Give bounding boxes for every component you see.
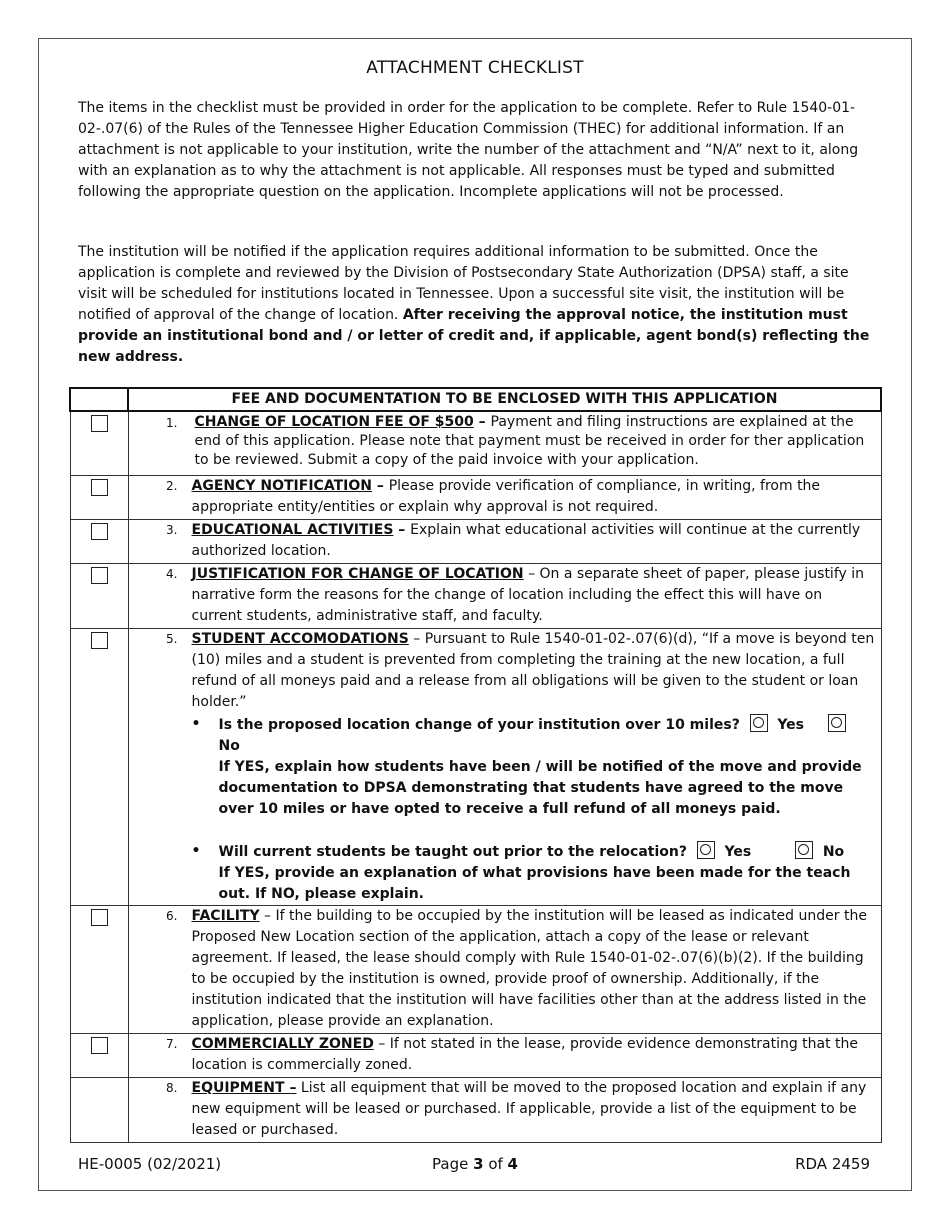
checklist-row: 7. COMMERCIALLY ZONED – If not stated in the lease, provide evidence demonstrating that the location is commercially zoned.: [70, 1034, 881, 1078]
checkbox-item-5[interactable]: [91, 632, 108, 649]
question-followup: If YES, explain how students have been / will be notified of the move and provide documentation to DPSA demonstrating that students have agreed to the move over 10 miles or have opted to receive a full refund of all moneys paid.: [218, 759, 862, 817]
radio-no-teach-out[interactable]: [795, 841, 813, 859]
checklist-row: [70, 1078, 881, 1143]
item-text: Please provide verification of compliance, in writing, from the appropriate entity/entities or explain why approval is not required.: [191, 478, 821, 515]
item-text: Pursuant to Rule 1540-01-02-.07(6)(d), “If a move is beyond ten (10) miles and a student is prevented from completing the training at the new location, a full refund of all moneys paid and a release from all obligations will be given to the student or loan holder.”: [191, 631, 875, 710]
item-number: 8.: [166, 1081, 178, 1095]
table-header-row: [70, 388, 881, 411]
question-text: Is the proposed location change of your institution over 10 miles?: [218, 717, 740, 733]
radio-label-no: No: [822, 844, 845, 860]
item-number: 5.: [166, 632, 178, 646]
item-heading: JUSTIFICATION FOR CHANGE OF LOCATION: [191, 566, 524, 582]
page-total: 4: [507, 1155, 518, 1173]
item-heading: AGENCY NOTIFICATION: [191, 478, 372, 494]
intro-paragraph-2: [78, 242, 878, 368]
item-heading: COMMERCIALLY ZONED: [191, 1036, 374, 1052]
attachment-checklist-table: [69, 387, 882, 1143]
bullet-icon: •: [191, 716, 201, 732]
question-text: Will current students be taught out prior to the relocation?: [218, 844, 687, 860]
checklist-row: 5. STUDENT ACCOMODATIONS – Pursuant to Rule 1540-01-02-.07(6)(d), “If a move is beyond ten (10) miles and a student is prevented from completing the training at the new location, a full refund of all moneys paid and a release from all obligations will be given to the student or loan holder.” • Is the proposed location change of your institution over 10 miles? Yes No If YES, explain how students have been / will be notified of the move and provide documentation to DPSA demonstrating that students have agreed to the move over 10 miles or have opted to receive a full refund of all moneys paid. • Will current students be taught out prior to the relocation? Yes No If YES, provide an explanation of what provisions have been made for the teach out. If NO, please explain.: [70, 629, 881, 906]
item-number: 6.: [166, 909, 178, 923]
item-text: If not stated in the lease, provide evidence demonstrating that the location is commercially zoned.: [191, 1036, 859, 1073]
checkbox-item-6[interactable]: [91, 909, 108, 926]
page-number: Page 3 of 4: [432, 1155, 518, 1173]
page-current: 3: [473, 1155, 484, 1173]
table-header: FEE AND DOCUMENTATION TO BE ENCLOSED WITH THIS APPLICATION: [128, 388, 881, 411]
page-title: ATTACHMENT CHECKLIST: [366, 58, 584, 78]
item-number: 3.: [166, 523, 178, 537]
item-text: List all equipment that will be moved to the proposed location and explain if any new equipment will be leased or purchased. If applicable, provide a list of the equipment to be leased or purchased.: [191, 1080, 867, 1138]
checklist-row: 1. CHANGE OF LOCATION FEE OF $500 – Payment and filing instructions are explained at the end of this application. Please note that payment must be received in order for ther application to be reviewed. Submit a copy of the paid invoice with your application.: [70, 411, 881, 476]
checkbox-item-7[interactable]: [91, 1037, 108, 1054]
bullet-question-2: [192, 841, 875, 905]
radio-yes-over-10-miles[interactable]: [750, 714, 768, 732]
item-heading: EQUIPMENT –: [191, 1080, 297, 1096]
intro-paragraph-1: The items in the checklist must be provided in order for the application to be complete. Refer to Rule 1540-01-02-.07(6) of the Rules of the Tennessee Higher Education Commission (THEC) for additional information. If an attachment is not applicable to your institution, write the number of the attachment and “N/A” next to it, along with an explanation as to why the attachment is not applicable. All responses must be typed and submitted following the appropriate question on the application. Incomplete applications will not be processed.: [78, 100, 859, 200]
checkbox-item-2[interactable]: [91, 479, 108, 496]
checklist-row: 2. AGENCY NOTIFICATION – Please provide verification of compliance, in writing, from the appropriate entity/entities or explain why approval is not required.: [70, 476, 881, 520]
item-text: Explain what educational activities will continue at the currently authorized location.: [191, 522, 861, 559]
intro-paragraph-2-bold: After receiving the approval notice, the institution must provide an institutional bond and / or letter of credit and, if applicable, agent bond(s) reflecting the new address.: [78, 307, 870, 365]
bullet-icon: •: [191, 843, 201, 859]
item-heading: CHANGE OF LOCATION FEE OF $500: [194, 414, 474, 430]
rda-number: RDA 2459: [795, 1155, 870, 1173]
item-text: If the building to be occupied by the institution will be leased as indicated under the Proposed New Location section of the application, attach a copy of the lease or relevant agreement. If leased, the lease should comply with Rule 1540-01-02-.07(6)(b)(2). If the building to be occupied by the institution is owned, provide proof of ownership. Additionally, if the institution indicated that the institution will have facilities other than at the address listed in the application, please provide an explanation.: [191, 908, 867, 1029]
item-number: 2.: [166, 479, 178, 493]
radio-label-yes: Yes: [777, 717, 805, 733]
header-blank-cell: [70, 388, 128, 411]
item-number: 7.: [166, 1037, 178, 1051]
item-heading: STUDENT ACCOMODATIONS: [191, 631, 409, 647]
item-heading: FACILITY: [191, 908, 260, 924]
bullet-question-1: [192, 714, 875, 820]
item-number: 1.: [166, 416, 178, 430]
intro-paragraph-2-normal: The institution will be notified if the application requires additional information to be submitted. Once the application is complete and reviewed by the Division of Postsecondary State Authorization (DPSA) staff, a site visit will be scheduled for institutions located in Tennessee. Upon a successful site visit, the institution will be notified of approval of the change of location.: [78, 244, 849, 323]
radio-no-over-10-miles[interactable]: [828, 714, 846, 732]
item-heading: EDUCATIONAL ACTIVITIES: [191, 522, 394, 538]
checklist-row: 6. FACILITY – If the building to be occupied by the institution will be leased as indicated under the Proposed New Location section of the application, attach a copy of the lease or relevant agreement. If leased, the lease should comply with Rule 1540-01-02-.07(6)(b)(2). If the building to be occupied by the institution is owned, provide proof of ownership. Additionally, if the institution indicated that the institution will have facilities other than at the address listed in the application, please provide an explanation.: [70, 906, 881, 1034]
radio-label-no: No: [218, 738, 240, 754]
empty-checkbox-cell: [70, 1078, 128, 1143]
radio-label-yes: Yes: [724, 844, 752, 860]
checkbox-item-4[interactable]: [91, 567, 108, 584]
radio-yes-teach-out[interactable]: [697, 841, 715, 859]
checklist-row: 4. JUSTIFICATION FOR CHANGE OF LOCATION – On a separate sheet of paper, please justify in narrative form the reasons for the change of location including the effect this will have on current students, administrative staff, and faculty.: [70, 564, 881, 629]
form-id: HE-0005 (02/2021): [78, 1155, 222, 1173]
checkbox-item-3[interactable]: [91, 523, 108, 540]
checkbox-item-1[interactable]: [91, 415, 108, 432]
item-text: On a separate sheet of paper, please justify in narrative form the reasons for the change of location including the effect this will have on current students, administrative staff, and faculty.: [191, 566, 865, 624]
item-number: 4.: [166, 567, 178, 581]
item-text: Payment and filing instructions are explained at the end of this application. Please note that payment must be received in order for ther application to be reviewed. Submit a copy of the paid invoice with your application.: [194, 414, 865, 468]
checklist-row: 3. EDUCATIONAL ACTIVITIES – Explain what educational activities will continue at the currently authorized location.: [70, 520, 881, 564]
question-followup: If YES, provide an explanation of what provisions have been made for the teach out. If NO, please explain.: [218, 865, 851, 902]
